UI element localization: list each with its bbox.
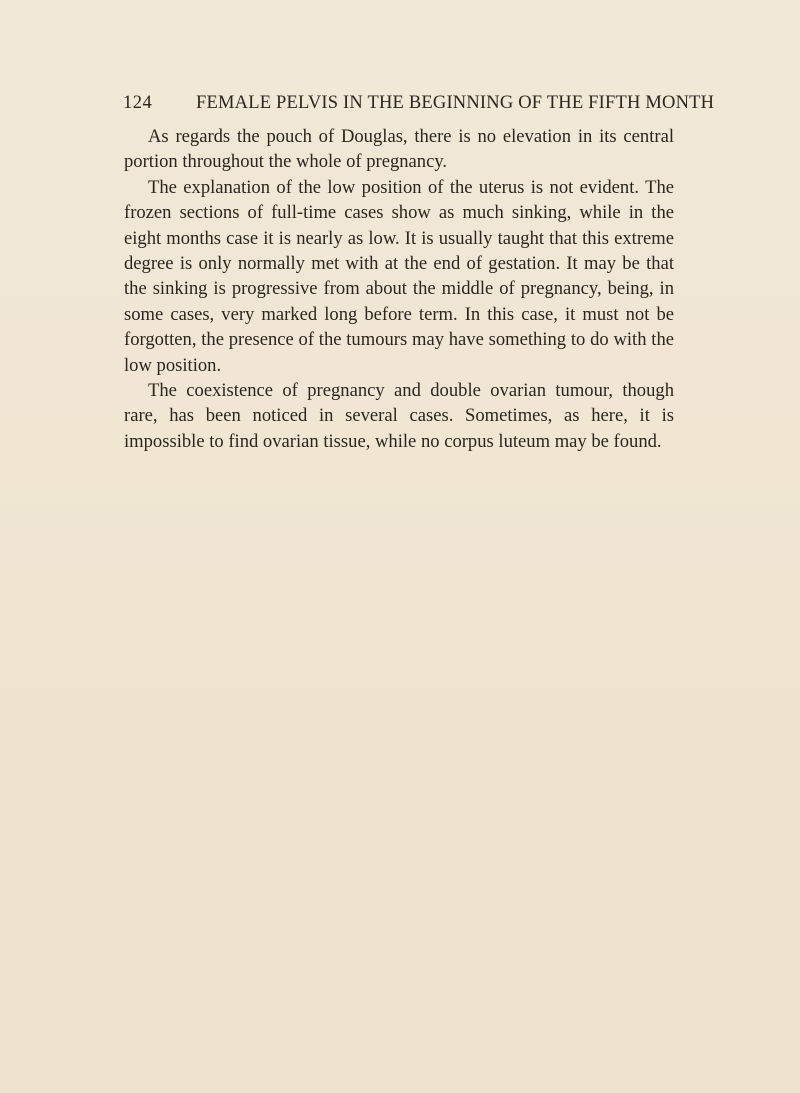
paragraph: As regards the pouch of Douglas, there is no elevation in its central portion throughout the whole of pregnancy. (124, 126, 674, 173)
page-header (123, 93, 715, 117)
paragraph: The coexistence of pregnancy and double ovarian tumour, though rare, has been noticed in several cases. Sometimes, as here, it is impossible to find ovarian tissue, while no corpus luteum may be found. (124, 380, 674, 452)
paragraph: The explanation of the low position of the uterus is not evident. The frozen sections of full-time cases show as much sinking, while in the eight months case it is nearly as low. It is usually taught that this extreme degree is only normally met with at the end of gestation. It may be that the sinking is progressive from about the middle of pregnancy, being, in some cases, very marked long before term. In this case, it must not be forgotten, the presence of the tumours may have something to do with the low position. (124, 176, 674, 376)
running-head: FEMALE PELVIS IN THE BEGINNING OF THE FIFTH MONTH (196, 93, 715, 113)
body-text (124, 124, 674, 454)
page-number: 124 (123, 93, 153, 113)
